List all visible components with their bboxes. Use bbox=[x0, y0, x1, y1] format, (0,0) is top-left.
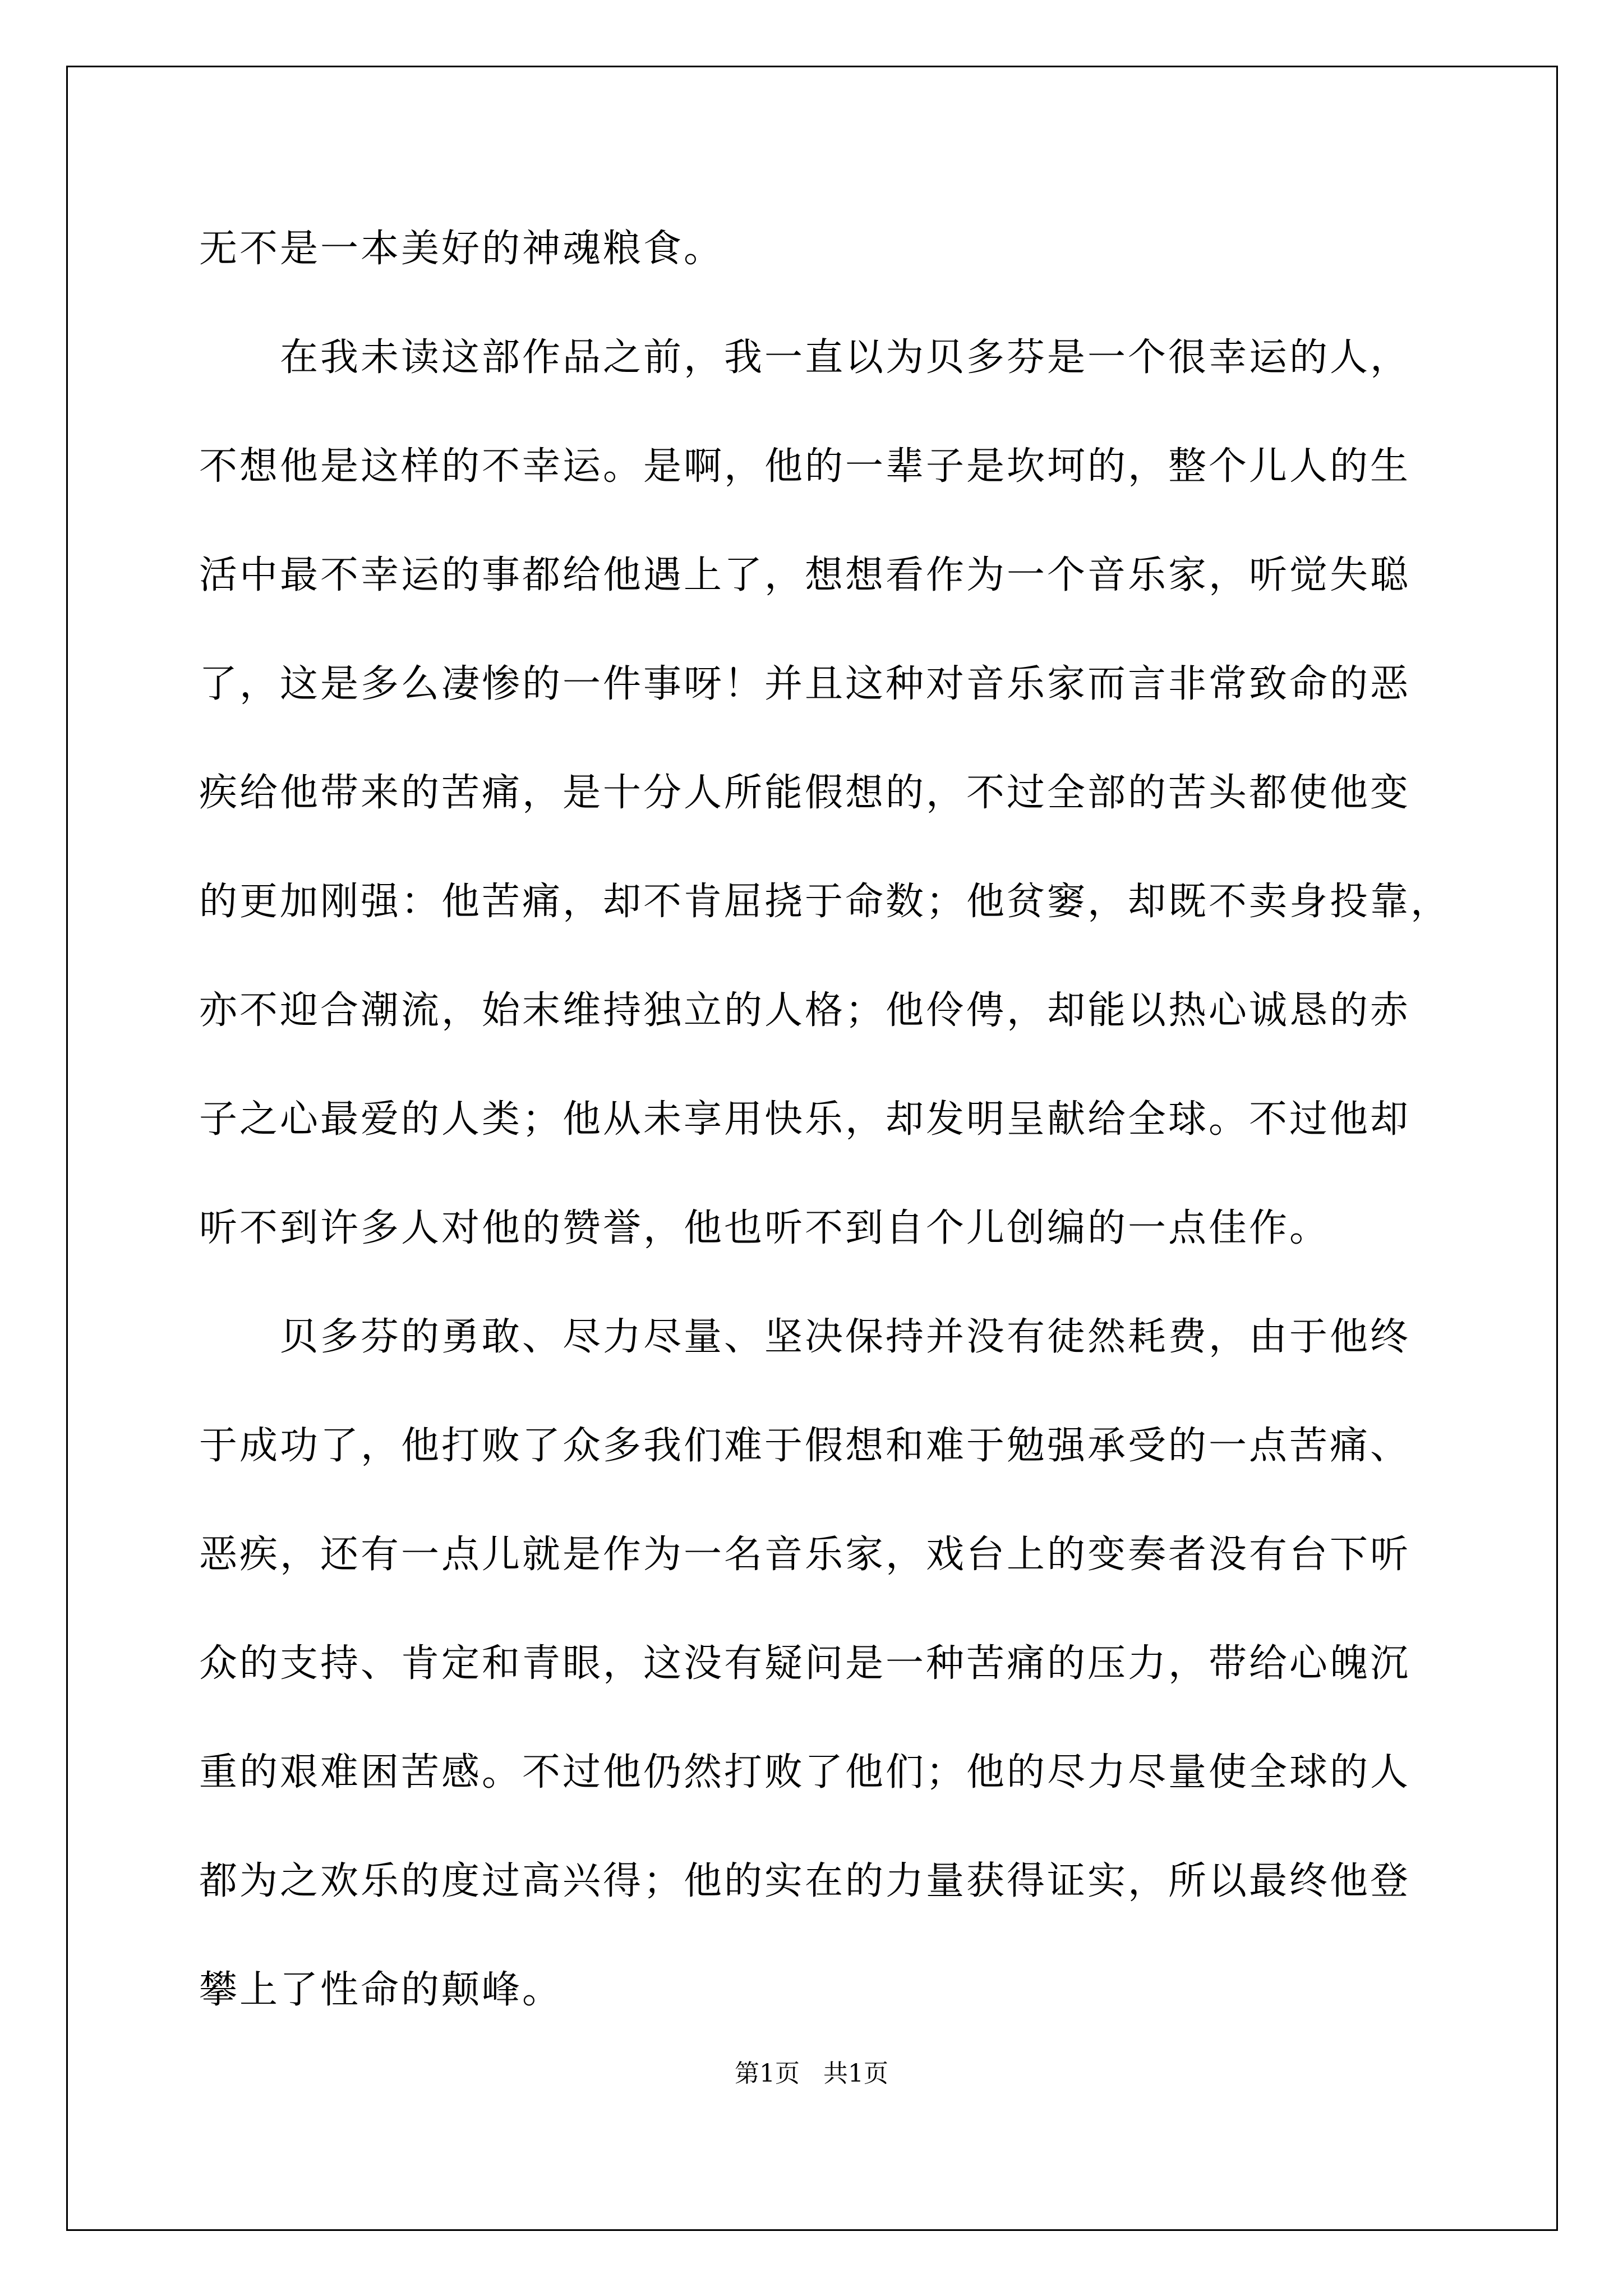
text-line: 众的支持、肯定和青眼，这没有疑问是一种苦痛的压力，带给心魄沉 bbox=[199, 1641, 1411, 1686]
text-line: 于成功了，他打败了众多我们难于假想和难于勉强承受的一点苦痛、 bbox=[199, 1424, 1411, 1468]
text-line: 子之心最爱的人类；他从未享用快乐，却发明呈献给全球。不过他却 bbox=[199, 1097, 1411, 1142]
text-line: 无不是一本美好的神魂粮食。 bbox=[199, 227, 725, 271]
text-line: 的更加刚强：他苦痛，却不肯屈挠于命数；他贫窭，却既不卖身投靠， bbox=[199, 880, 1451, 924]
text-line: 重的艰难困苦感。不过他仍然打败了他们；他的尽力尽量使全球的人 bbox=[199, 1750, 1411, 1795]
document-body bbox=[199, 195, 1506, 2045]
text-line: 在我未读这部作品之前，我一直以为贝多芬是一个很幸运的人， bbox=[199, 335, 1411, 380]
text-line: 贝多芬的勇敢、尽力尽量、坚决保持并没有徒然耗费，由于他终 bbox=[199, 1315, 1411, 1359]
text-line: 攀上了性命的颠峰。 bbox=[199, 1968, 563, 2012]
page-total: 共1页 bbox=[823, 2059, 888, 2088]
text-line: 亦不迎合潮流，始末维持独立的人格；他伶俜，却能以热心诚恳的赤 bbox=[199, 988, 1411, 1033]
text-line: 活中最不幸运的事都给他遇上了，想想看作为一个音乐家，听觉失聪 bbox=[199, 553, 1411, 597]
text-line: 恶疾，还有一点儿就是作为一名音乐家，戏台上的变奏者没有台下听 bbox=[199, 1533, 1411, 1577]
page-footer bbox=[0, 2053, 1623, 2089]
text-line: 疾给他带来的苦痛，是十分人所能假想的，不过全部的苦头都使他变 bbox=[199, 771, 1411, 815]
text-line: 听不到许多人对他的赞誉，他也听不到自个儿创编的一点佳作。 bbox=[199, 1206, 1330, 1250]
text-line: 了，这是多么凄惨的一件事呀！并且这种对音乐家而言非常致命的恶 bbox=[199, 662, 1411, 706]
page-number: 第1页 bbox=[735, 2059, 800, 2088]
text-line: 都为之欢乐的度过高兴得；他的实在的力量获得证实，所以最终他登 bbox=[199, 1859, 1411, 1903]
text-line: 不想他是这样的不幸运。是啊，他的一辈子是坎坷的，整个儿人的生 bbox=[199, 444, 1411, 489]
